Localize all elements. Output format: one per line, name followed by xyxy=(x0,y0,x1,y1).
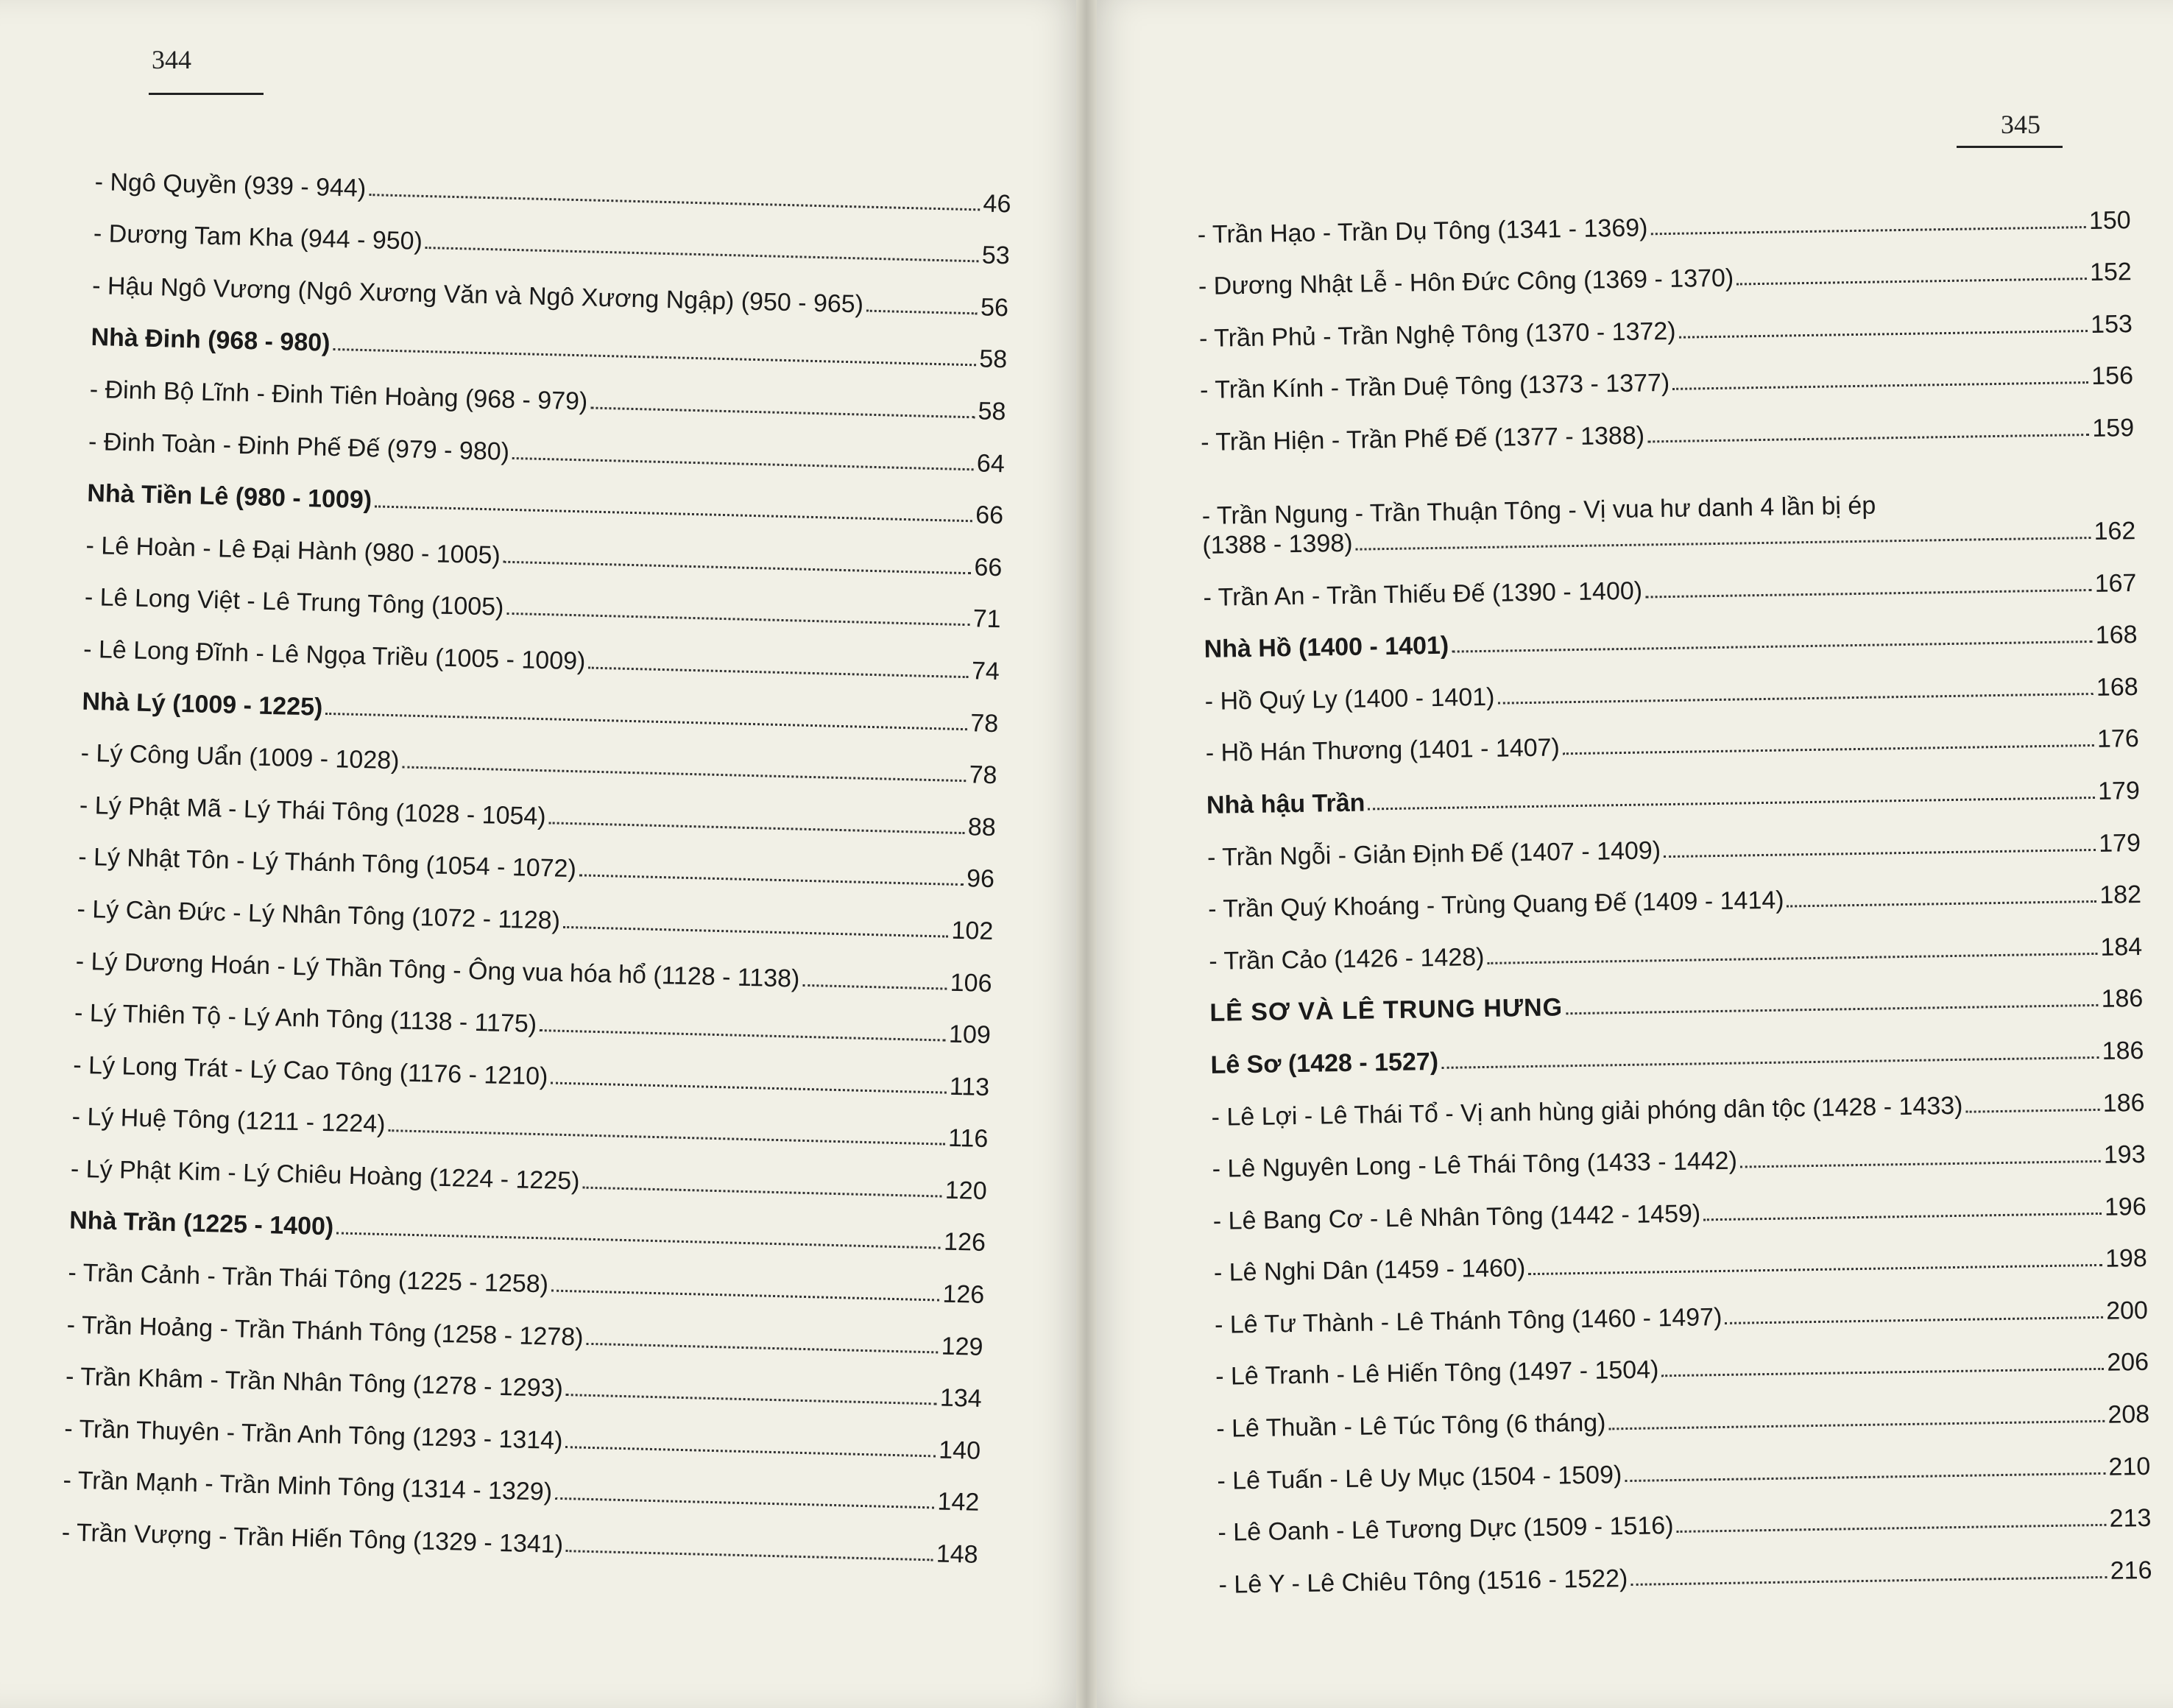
toc-entry-page: 168 xyxy=(2096,672,2138,702)
toc-entry-page: 129 xyxy=(941,1332,983,1361)
dot-leader xyxy=(565,1446,936,1457)
dot-leader xyxy=(590,406,975,418)
toc-entry-page: 58 xyxy=(978,345,1008,374)
toc-entry-page: 206 xyxy=(2106,1348,2149,1377)
toc-entry-page: 78 xyxy=(969,761,997,790)
toc-entry-title: - Lý Nhật Tôn - Lý Thánh Tông (1054 - 1072) xyxy=(77,843,577,883)
toc-entry-title: - Lê Nghi Dân (1459 - 1460) xyxy=(1213,1254,1526,1288)
toc-entry-page: 88 xyxy=(967,812,997,841)
toc-entry-page: 179 xyxy=(2098,828,2141,858)
header-rule-right xyxy=(1957,146,2063,148)
toc-entry-title: - Lý Càn Đức - Lý Nhân Tông (1072 - 1128) xyxy=(77,894,561,935)
dot-leader xyxy=(802,984,947,989)
toc-entry-page: 210 xyxy=(2108,1452,2151,1481)
toc-entry-page: 53 xyxy=(981,241,1011,270)
toc-entry-title: - Lý Huệ Tông (1211 - 1224) xyxy=(71,1102,386,1139)
toc-entry-page: 159 xyxy=(2092,414,2135,442)
toc-entry-title: - Lý Phật Mã - Lý Thái Tông (1028 - 1054) xyxy=(79,791,547,830)
dot-leader xyxy=(555,1497,935,1509)
toc-entry-title: Nhà Tiền Lê (980 - 1009) xyxy=(86,479,372,515)
dot-leader xyxy=(588,666,969,678)
toc-entry-title: - Lê Thuần - Lê Túc Tông (6 tháng) xyxy=(1215,1408,1606,1443)
toc-entry-title: - Trần Hiện - Trần Phế Đế (1377 - 1388) xyxy=(1200,421,1645,456)
toc-entry-page: 56 xyxy=(980,293,1009,322)
toc-entry-page: 179 xyxy=(2097,776,2141,805)
toc-entry-title: - Lý Dương Hoán - Lý Thần Tông - Ông vua hóa hổ (1128 - 1138) xyxy=(75,947,800,993)
toc-entry-title: - Trần Hoảng - Trần Thánh Tông (1258 - 1278) xyxy=(66,1310,584,1352)
toc-entry-page: 66 xyxy=(975,501,1004,530)
toc-entry-title: - Lê Oanh - Lê Tương Dực (1509 - 1516) xyxy=(1218,1511,1674,1548)
toc-entry-page: 167 xyxy=(2094,568,2137,598)
toc-entry-title: - Hồ Quý Ly (1400 - 1401) xyxy=(1204,682,1495,716)
toc-entry-page: 126 xyxy=(941,1280,985,1310)
toc-entry-page: 78 xyxy=(969,708,999,738)
toc-entry-title: - Trần Cảo (1426 - 1428) xyxy=(1209,942,1485,975)
dot-leader xyxy=(1677,1524,2107,1533)
toc-entry-title: Nhà Hồ (1400 - 1401) xyxy=(1204,631,1449,664)
toc-entry-page: 198 xyxy=(2105,1244,2148,1274)
dot-leader xyxy=(551,1290,940,1302)
toc-entry-page: 46 xyxy=(983,189,1011,218)
dot-leader xyxy=(1679,330,2088,339)
dot-leader xyxy=(563,926,949,938)
dot-leader xyxy=(1736,278,2087,285)
toc-entry-title: - Lê Bang Cơ - Lê Nhân Tông (1442 - 1459) xyxy=(1212,1199,1701,1235)
toc-entry-page: 193 xyxy=(2103,1140,2146,1169)
toc-entry-title: - Lê Nguyên Long - Lê Thái Tông (1433 - 1442) xyxy=(1212,1146,1738,1183)
toc-entry-title: - Lê Tư Thành - Lê Thánh Tông (1460 - 1497) xyxy=(1214,1302,1723,1339)
book-gutter xyxy=(1076,0,1097,1708)
toc-entry-title: - Lê Lợi - Lê Thái Tổ - Vị anh hùng giải phóng dân tộc (1428 - 1433) xyxy=(1211,1091,1963,1132)
toc-entry-title: - Lê Long Đĩnh - Lê Ngọa Triều (1005 - 1009) xyxy=(82,635,586,676)
toc-entry-title: - Hồ Hán Thương (1401 - 1407) xyxy=(1205,733,1561,768)
toc-entry-title: - Trần Hạo - Trần Dụ Tông (1341 - 1369) xyxy=(1197,213,1648,249)
toc-entry-title: - Trần Vượng - Trần Hiến Tông (1329 - 1341) xyxy=(61,1518,564,1559)
dot-leader xyxy=(1498,693,2094,705)
toc-entry-page: 186 xyxy=(2102,1088,2145,1118)
toc-list-left xyxy=(61,144,1011,1570)
toc-entry-page: 168 xyxy=(2095,621,2138,650)
toc-entry-title: - Lý Thiên Tộ - Lý Anh Tông (1138 - 1175) xyxy=(74,998,537,1039)
toc-entry-title: - Trần Kính - Trần Duệ Tông (1373 - 1377) xyxy=(1199,369,1670,405)
toc-entry-title: - Đinh Bộ Lĩnh - Đinh Tiên Hoàng (968 - 979) xyxy=(89,375,588,416)
toc-entry-title: Nhà Lý (1009 - 1225) xyxy=(82,687,323,721)
toc-entry-title: - Lý Công Uẩn (1009 - 1028) xyxy=(80,738,400,775)
dot-leader xyxy=(1528,1264,2102,1275)
dot-leader xyxy=(1566,1004,2099,1014)
toc-entry-page: 140 xyxy=(938,1436,981,1465)
dot-leader xyxy=(1647,434,2089,442)
toc-entry-title: - Đinh Toàn - Đinh Phế Đế (979 - 980) xyxy=(88,427,510,466)
dot-leader xyxy=(582,1186,942,1197)
dot-leader xyxy=(1645,589,2092,599)
dot-leader xyxy=(1563,744,2094,755)
toc-entry-page: 102 xyxy=(951,916,994,946)
toc-entry-page: 106 xyxy=(950,968,992,998)
toc-entry-page: 182 xyxy=(2099,881,2142,909)
header-rule-left xyxy=(149,93,264,95)
toc-entry-title-continued: (1388 - 1398) xyxy=(1202,529,1353,560)
toc-entry-title: - Ngô Quyền (939 - 944) xyxy=(94,167,367,202)
toc-entry-title: Nhà Đinh (968 - 980) xyxy=(91,323,331,358)
toc-entry-title: Nhà hậu Trần xyxy=(1206,788,1365,819)
page-number-right: 345 xyxy=(2001,110,2041,139)
toc-entry-title: - Trần Thuyên - Trần Anh Tông (1293 - 1314) xyxy=(63,1414,563,1455)
toc-entry-page: 150 xyxy=(2088,205,2131,235)
dot-leader xyxy=(1740,1160,2101,1168)
toc-entry-title: - Trần Quý Khoáng - Trùng Quang Đế (1409 - 1414) xyxy=(1207,886,1784,924)
toc-entry-title: - Hậu Ngô Vương (Ngô Xương Văn và Ngô Xương Ngập) (950 - 965) xyxy=(91,271,864,319)
toc-list-right xyxy=(1197,183,2152,1600)
dot-leader xyxy=(1787,900,2097,908)
toc-entry-title: - Dương Nhật Lễ - Hôn Đức Công (1369 - 1370) xyxy=(1198,264,1734,301)
toc-entry-page: 126 xyxy=(943,1228,986,1257)
dot-leader xyxy=(1662,1368,2105,1377)
dot-leader xyxy=(566,1550,933,1561)
toc-entry-page: 186 xyxy=(2101,984,2144,1014)
dot-leader xyxy=(1609,1420,2105,1430)
dot-leader xyxy=(1664,848,2096,857)
toc-entry-page: 200 xyxy=(2105,1296,2149,1325)
toc-entry-title: - Trần Khâm - Trần Nhân Tông (1278 - 1293) xyxy=(65,1362,564,1403)
toc-entry-title: - Trần An - Trần Thiếu Đế (1390 - 1400) xyxy=(1203,576,1643,612)
toc-entry-page: 148 xyxy=(936,1539,979,1569)
toc-entry-page: 196 xyxy=(2104,1192,2146,1221)
dot-leader xyxy=(1488,953,2098,964)
dot-leader xyxy=(1672,381,2088,390)
toc-entry-title: LÊ SƠ VÀ LÊ TRUNG HƯNG xyxy=(1209,993,1564,1028)
toc-entry-page: 184 xyxy=(2100,932,2143,961)
toc-entry-page: 152 xyxy=(2089,258,2133,287)
toc-entry-title: - Trần Mạnh - Trần Minh Tông (1314 - 1329) xyxy=(63,1466,553,1507)
toc-entry-title: - Lý Phật Kim - Lý Chiêu Hoàng (1224 - 1225) xyxy=(70,1154,580,1196)
toc-entry-page: 66 xyxy=(974,553,1003,582)
toc-entry-title: - Lê Tranh - Lê Hiến Tông (1497 - 1504) xyxy=(1215,1355,1659,1391)
toc-entry-page: 153 xyxy=(2090,309,2133,339)
toc-entry-page: 162 xyxy=(2094,516,2136,546)
toc-entry-page: 156 xyxy=(2091,361,2134,391)
toc-entry-title: Lê Sơ (1428 - 1527) xyxy=(1210,1047,1439,1079)
toc-entry-title: - Lê Long Việt - Lê Trung Tông (1005) xyxy=(84,583,504,622)
dot-leader xyxy=(1725,1316,2103,1324)
toc-entry xyxy=(1201,442,2136,560)
dot-leader xyxy=(566,1394,937,1405)
toc-entry-title: - Dương Tam Kha (944 - 950) xyxy=(93,219,423,256)
dot-leader xyxy=(1966,1108,2100,1112)
dot-leader xyxy=(579,875,964,886)
toc-entry-page: 142 xyxy=(937,1487,980,1517)
toc-entry-page: 113 xyxy=(949,1072,990,1101)
toc-entry-page: 64 xyxy=(976,448,1006,478)
toc-entry-page: 216 xyxy=(2110,1556,2152,1585)
toc-entry-page: 186 xyxy=(2102,1036,2144,1065)
toc-entry-title: - Lê Y - Lê Chiêu Tông (1516 - 1522) xyxy=(1218,1564,1628,1599)
page-number-left: 344 xyxy=(152,45,191,74)
toc-entry-page: 120 xyxy=(944,1176,988,1205)
toc-entry-title: - Trần Ngung - Trần Thuận Tông - Vị vua hư danh 4 lần bị ép xyxy=(1201,491,1876,530)
dot-leader xyxy=(540,1029,946,1041)
toc-entry-title: - Lý Long Trát - Lý Cao Tông (1176 - 1210) xyxy=(72,1051,548,1091)
toc-entry-title: - Lê Hoàn - Lê Đại Hành (980 - 1005) xyxy=(85,531,501,570)
dot-leader xyxy=(551,1081,947,1093)
dot-leader xyxy=(1703,1213,2102,1221)
toc-entry-page: 208 xyxy=(2107,1400,2150,1429)
toc-entry-page: 96 xyxy=(966,864,995,894)
toc-entry-page: 116 xyxy=(947,1123,989,1154)
dot-leader xyxy=(866,309,978,314)
toc-entry-title: Nhà Trần (1225 - 1400) xyxy=(68,1207,334,1241)
dot-leader xyxy=(1651,226,2087,235)
dot-leader xyxy=(1630,1576,2107,1586)
toc-entry-page: 134 xyxy=(939,1383,983,1414)
toc-entry-title: - Lê Tuấn - Lê Uy Mục (1504 - 1509) xyxy=(1217,1460,1622,1495)
right-page xyxy=(1086,0,2173,1708)
left-page xyxy=(0,0,1086,1708)
toc-entry-page: 109 xyxy=(948,1020,992,1050)
toc-entry-page: 213 xyxy=(2109,1504,2152,1533)
toc-entry-title: - Trần Ngỗi - Giản Định Đế (1407 - 1409) xyxy=(1206,836,1661,872)
toc-entry-page: 71 xyxy=(972,604,1002,634)
toc-entry-page: 176 xyxy=(2096,724,2140,754)
dot-leader xyxy=(586,1342,938,1353)
toc-entry-title: - Trần Phủ - Trần Nghệ Tông (1370 - 1372) xyxy=(1198,317,1676,353)
toc-entry-page: 74 xyxy=(971,657,1000,686)
toc-entry-title: - Trần Cảnh - Trần Thái Tông (1225 - 1258) xyxy=(68,1258,549,1299)
dot-leader xyxy=(1625,1472,2105,1481)
toc-entry-page: 58 xyxy=(978,397,1006,426)
